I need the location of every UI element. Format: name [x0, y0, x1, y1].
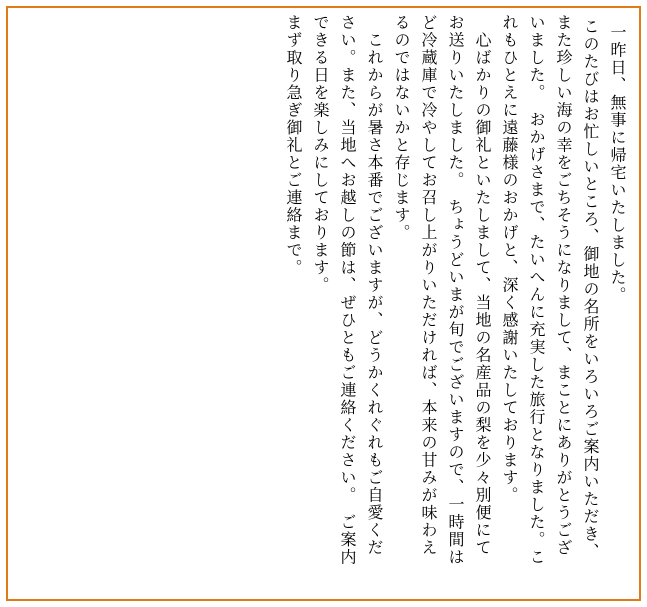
- text-line: ど冷蔵庫で冷やしてお召し上がりいただければ、本来の甘みが味わえ: [419, 14, 438, 557]
- text-line: さい。また、当地へお越しの節は、ぜひともご連絡ください。 ご案内: [338, 14, 357, 566]
- text-line: また珍しい海の幸をごちそうになりまして、まことにありがとうござ: [554, 14, 573, 557]
- text-line: るのではないかと存じます。: [392, 14, 411, 242]
- text-line: れもひとえに遠藤様のおかげと、深く感謝いたしております。: [500, 14, 519, 504]
- text-line: このたびはお忙しいところ、御地の名所をいろいろご案内いただき、: [581, 18, 600, 561]
- text-line: いました。 おかげさまで、たいへんに充実した旅行となりました。こ: [527, 14, 546, 566]
- text-line: お送りいたしました。 ちょうどいまが旬でございますので、一時間は: [446, 14, 465, 566]
- text-line: できる日を楽しみにしております。: [311, 14, 330, 294]
- text-line: これからが暑さ本番でございますが、どうかくれぐれもご自愛くだ: [365, 14, 384, 557]
- text-line: まず取り急ぎ御礼とご連絡まで。: [284, 14, 303, 277]
- text-line: 一昨日、無事に帰宅いたしました。: [608, 24, 627, 304]
- letter-body: [22, 14, 625, 594]
- text-line: 心ばかりの御礼といたしまして、当地の名産品の梨を少々別便にて: [473, 14, 492, 557]
